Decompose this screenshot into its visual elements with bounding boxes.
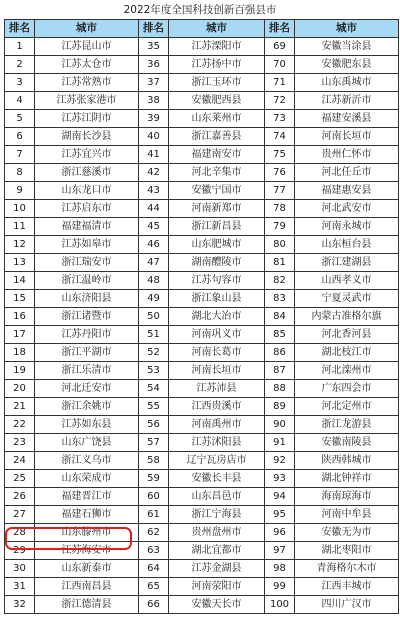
- cell-city-3: 河北定州市: [295, 398, 399, 416]
- cell-city-3: 宁夏灵武市: [295, 290, 399, 308]
- cell-rank-2: 56: [139, 416, 169, 434]
- cell-city-2: 河南巩义市: [169, 326, 265, 344]
- cell-city-3: 河北武安市: [295, 200, 399, 218]
- cell-rank-1: 4: [5, 92, 35, 110]
- cell-city-2: 安徽天长市: [169, 596, 265, 614]
- cell-rank-3: 89: [265, 398, 295, 416]
- cell-city-3: 河南永城市: [295, 218, 399, 236]
- cell-city-1: 浙江瑞安市: [35, 254, 139, 272]
- cell-rank-3: 77: [265, 182, 295, 200]
- cell-rank-1: 28: [5, 524, 35, 542]
- cell-rank-3: 72: [265, 92, 295, 110]
- cell-rank-1: 13: [5, 254, 35, 272]
- cell-city-3: 江西丰城市: [295, 578, 399, 596]
- cell-city-3: 江苏新沂市: [295, 92, 399, 110]
- cell-city-3: 河南中牟县: [295, 506, 399, 524]
- cell-city-1: 江苏丹阳市: [35, 326, 139, 344]
- cell-rank-2: 63: [139, 542, 169, 560]
- cell-city-3: 河北任丘市: [295, 164, 399, 182]
- cell-city-2: 浙江玉环市: [169, 74, 265, 92]
- cell-rank-1: 11: [5, 218, 35, 236]
- cell-rank-3: 91: [265, 434, 295, 452]
- cell-city-1: 江苏宜兴市: [35, 146, 139, 164]
- cell-rank-2: 47: [139, 254, 169, 272]
- cell-city-2: 浙江嘉善县: [169, 128, 265, 146]
- header-city-1: 城市: [35, 20, 139, 38]
- cell-city-2: 安徽长丰县: [169, 470, 265, 488]
- cell-city-1: 福建石狮市: [35, 506, 139, 524]
- cell-city-2: 福建南安市: [169, 146, 265, 164]
- cell-rank-2: 61: [139, 506, 169, 524]
- cell-city-1: 浙江慈溪市: [35, 164, 139, 182]
- table-row: [5, 398, 399, 416]
- cell-city-2: 河南新郑市: [169, 200, 265, 218]
- cell-rank-3: 69: [265, 38, 295, 56]
- cell-city-3: 河北香河县: [295, 326, 399, 344]
- cell-city-3: 内蒙古准格尔旗: [295, 308, 399, 326]
- cell-rank-3: 92: [265, 452, 295, 470]
- cell-rank-3: 93: [265, 470, 295, 488]
- cell-rank-2: 40: [139, 128, 169, 146]
- cell-city-1: 山东滕州市: [35, 524, 139, 542]
- cell-rank-1: 7: [5, 146, 35, 164]
- cell-city-3: 海南琼海市: [295, 488, 399, 506]
- cell-rank-3: 97: [265, 542, 295, 560]
- table-row: [5, 128, 399, 146]
- cell-rank-2: 35: [139, 38, 169, 56]
- cell-rank-2: 48: [139, 272, 169, 290]
- cell-city-2: 山东莱州市: [169, 110, 265, 128]
- table-row: [5, 326, 399, 344]
- cell-rank-3: 86: [265, 344, 295, 362]
- cell-rank-2: 57: [139, 434, 169, 452]
- cell-rank-3: 82: [265, 272, 295, 290]
- cell-rank-2: 64: [139, 560, 169, 578]
- cell-rank-1: 5: [5, 110, 35, 128]
- cell-city-3: 湖北枝江市: [295, 344, 399, 362]
- cell-rank-3: 98: [265, 560, 295, 578]
- cell-city-2: 浙江宁海县: [169, 506, 265, 524]
- cell-city-3: 安徽无为市: [295, 524, 399, 542]
- cell-rank-1: 22: [5, 416, 35, 434]
- table-row: [5, 218, 399, 236]
- cell-city-1: 浙江德清县: [35, 596, 139, 614]
- cell-city-2: 安徽肥西县: [169, 92, 265, 110]
- cell-rank-1: 15: [5, 290, 35, 308]
- table-row: [5, 470, 399, 488]
- cell-rank-2: 42: [139, 164, 169, 182]
- cell-city-3: 山西孝义市: [295, 272, 399, 290]
- cell-rank-3: 80: [265, 236, 295, 254]
- cell-city-1: 江苏张家港市: [35, 92, 139, 110]
- cell-rank-2: 65: [139, 578, 169, 596]
- cell-city-2: 辽宁瓦房店市: [169, 452, 265, 470]
- cell-city-2: 江西贵溪市: [169, 398, 265, 416]
- cell-city-2: 湖北大冶市: [169, 308, 265, 326]
- cell-rank-1: 25: [5, 470, 35, 488]
- cell-city-3: 湖北钟祥市: [295, 470, 399, 488]
- cell-city-2: 江苏沭阳县: [169, 434, 265, 452]
- cell-city-2: 山东昌邑市: [169, 488, 265, 506]
- cell-rank-1: 24: [5, 452, 35, 470]
- table-row: [5, 452, 399, 470]
- cell-city-1: 江西南昌县: [35, 578, 139, 596]
- cell-rank-1: 9: [5, 182, 35, 200]
- cell-rank-3: 85: [265, 326, 295, 344]
- cell-rank-3: 70: [265, 56, 295, 74]
- cell-city-2: 江苏金湖县: [169, 560, 265, 578]
- cell-rank-3: 71: [265, 74, 295, 92]
- table-row: [5, 344, 399, 362]
- cell-city-3: 山东禹城市: [295, 74, 399, 92]
- cell-city-3: 四川广汉市: [295, 596, 399, 614]
- cell-rank-3: 79: [265, 218, 295, 236]
- cell-rank-3: 90: [265, 416, 295, 434]
- cell-city-1: 浙江平湖市: [35, 344, 139, 362]
- cell-city-2: 河南长葛市: [169, 344, 265, 362]
- header-rank-2: 排名: [139, 20, 169, 38]
- table-row: [5, 290, 399, 308]
- table-row: [5, 596, 399, 614]
- cell-city-1: 湖南长沙县: [35, 128, 139, 146]
- cell-rank-1: 1: [5, 38, 35, 56]
- table-row: [5, 272, 399, 290]
- cell-city-1: 江苏常熟市: [35, 74, 139, 92]
- cell-rank-1: 31: [5, 578, 35, 596]
- cell-city-2: 河南长垣市: [169, 362, 265, 380]
- cell-city-2: 河南禹州市: [169, 416, 265, 434]
- cell-city-1: 福建福清市: [35, 218, 139, 236]
- cell-city-3: 广东四会市: [295, 380, 399, 398]
- cell-city-1: 山东荣成市: [35, 470, 139, 488]
- cell-rank-2: 38: [139, 92, 169, 110]
- cell-city-1: 山东济阳县: [35, 290, 139, 308]
- table-row: [5, 146, 399, 164]
- cell-city-3: 陕西韩城市: [295, 452, 399, 470]
- cell-rank-3: 81: [265, 254, 295, 272]
- cell-city-2: 浙江新昌县: [169, 218, 265, 236]
- cell-city-3: 青海格尔木市: [295, 560, 399, 578]
- cell-rank-3: 76: [265, 164, 295, 182]
- table-row: [5, 200, 399, 218]
- cell-rank-2: 60: [139, 488, 169, 506]
- cell-city-1: 江苏启东市: [35, 200, 139, 218]
- table-row: [5, 164, 399, 182]
- cell-rank-3: 75: [265, 146, 295, 164]
- table-row: [5, 56, 399, 74]
- cell-rank-2: 36: [139, 56, 169, 74]
- cell-rank-1: 29: [5, 542, 35, 560]
- cell-city-3: 安徽当涂县: [295, 38, 399, 56]
- cell-rank-1: 16: [5, 308, 35, 326]
- table-row: [5, 524, 399, 542]
- cell-city-1: 山东龙口市: [35, 182, 139, 200]
- cell-city-3: 安徽南陵县: [295, 434, 399, 452]
- cell-rank-2: 55: [139, 398, 169, 416]
- table-row: [5, 182, 399, 200]
- cell-rank-3: 94: [265, 488, 295, 506]
- cell-city-3: 河南长垣市: [295, 128, 399, 146]
- table-row: [5, 362, 399, 380]
- cell-rank-1: 8: [5, 164, 35, 182]
- table-body: [5, 38, 399, 614]
- cell-rank-1: 27: [5, 506, 35, 524]
- cell-city-2: 河南荥阳市: [169, 578, 265, 596]
- cell-rank-2: 43: [139, 182, 169, 200]
- cell-rank-1: 32: [5, 596, 35, 614]
- cell-rank-3: 78: [265, 200, 295, 218]
- cell-rank-1: 18: [5, 344, 35, 362]
- table-row: [5, 38, 399, 56]
- cell-city-1: 江苏昆山市: [35, 38, 139, 56]
- cell-city-2: 江苏句容市: [169, 272, 265, 290]
- cell-rank-3: 99: [265, 578, 295, 596]
- cell-rank-2: 53: [139, 362, 169, 380]
- cell-city-3: 安徽肥东县: [295, 56, 399, 74]
- cell-city-1: 江苏江阴市: [35, 110, 139, 128]
- cell-rank-1: 30: [5, 560, 35, 578]
- cell-city-2: 湖北宜都市: [169, 542, 265, 560]
- cell-rank-2: 59: [139, 470, 169, 488]
- cell-rank-2: 50: [139, 308, 169, 326]
- cell-rank-1: 19: [5, 362, 35, 380]
- cell-city-3: 福建安溪县: [295, 110, 399, 128]
- cell-rank-2: 37: [139, 74, 169, 92]
- cell-city-1: 江苏如皋市: [35, 236, 139, 254]
- cell-city-2: 江苏扬中市: [169, 56, 265, 74]
- cell-city-2: 湖南醴陵市: [169, 254, 265, 272]
- cell-rank-3: 100: [265, 596, 295, 614]
- cell-rank-2: 49: [139, 290, 169, 308]
- cell-rank-2: 45: [139, 218, 169, 236]
- cell-city-3: 河北滦州市: [295, 362, 399, 380]
- cell-rank-2: 66: [139, 596, 169, 614]
- cell-rank-3: 96: [265, 524, 295, 542]
- cell-rank-3: 73: [265, 110, 295, 128]
- cell-city-3: 福建惠安县: [295, 182, 399, 200]
- table-row: [5, 560, 399, 578]
- cell-city-1: 浙江余姚市: [35, 398, 139, 416]
- table-row: [5, 416, 399, 434]
- cell-city-3: 浙江龙游县: [295, 416, 399, 434]
- cell-city-3: 浙江建湖县: [295, 254, 399, 272]
- cell-rank-2: 39: [139, 110, 169, 128]
- cell-rank-3: 87: [265, 362, 295, 380]
- table-row: [5, 74, 399, 92]
- cell-city-1: 福建晋江市: [35, 488, 139, 506]
- cell-city-1: 河北迁安市: [35, 380, 139, 398]
- cell-city-2: 贵州盘州市: [169, 524, 265, 542]
- table-row: [5, 254, 399, 272]
- cell-city-2: 江苏溧阳市: [169, 38, 265, 56]
- header-city-3: 城市: [295, 20, 399, 38]
- cell-city-1: 江苏如东县: [35, 416, 139, 434]
- cell-city-1: 浙江乐清市: [35, 362, 139, 380]
- table-row: [5, 92, 399, 110]
- cell-rank-1: 10: [5, 200, 35, 218]
- cell-rank-2: 41: [139, 146, 169, 164]
- cell-city-1: 江苏海安市: [35, 542, 139, 560]
- cell-city-2: 江苏沛县: [169, 380, 265, 398]
- cell-city-2: 安徽宁国市: [169, 182, 265, 200]
- header-city-2: 城市: [169, 20, 265, 38]
- table-row: [5, 380, 399, 398]
- cell-rank-1: 3: [5, 74, 35, 92]
- cell-rank-1: 6: [5, 128, 35, 146]
- cell-rank-1: 21: [5, 398, 35, 416]
- cell-city-1: 浙江诸暨市: [35, 308, 139, 326]
- cell-city-1: 江苏太仓市: [35, 56, 139, 74]
- table-row: [5, 542, 399, 560]
- cell-rank-1: 2: [5, 56, 35, 74]
- cell-rank-1: 14: [5, 272, 35, 290]
- cell-rank-1: 17: [5, 326, 35, 344]
- table-row: [5, 110, 399, 128]
- cell-city-2: 河北辛集市: [169, 164, 265, 182]
- cell-rank-1: 23: [5, 434, 35, 452]
- table-row: [5, 434, 399, 452]
- table-row: [5, 308, 399, 326]
- cell-city-1: 山东广饶县: [35, 434, 139, 452]
- cell-rank-1: 20: [5, 380, 35, 398]
- header-rank-1: 排名: [5, 20, 35, 38]
- ranking-table: [4, 19, 399, 614]
- cell-city-3: 湖北枣阳市: [295, 542, 399, 560]
- cell-city-1: 浙江温岭市: [35, 272, 139, 290]
- cell-rank-2: 46: [139, 236, 169, 254]
- cell-rank-2: 62: [139, 524, 169, 542]
- cell-city-1: 浙江义乌市: [35, 452, 139, 470]
- page-title: 2022年度全国科技创新百强县市: [123, 4, 277, 16]
- cell-rank-2: 58: [139, 452, 169, 470]
- cell-rank-3: 83: [265, 290, 295, 308]
- cell-city-1: 山东新泰市: [35, 560, 139, 578]
- cell-city-3: 山东桓台县: [295, 236, 399, 254]
- table-row: [5, 236, 399, 254]
- table-header-row: [5, 20, 399, 38]
- table-row: [5, 506, 399, 524]
- cell-rank-2: 54: [139, 380, 169, 398]
- cell-rank-1: 12: [5, 236, 35, 254]
- cell-city-2: 浙江象山县: [169, 290, 265, 308]
- cell-rank-3: 95: [265, 506, 295, 524]
- table-row: [5, 578, 399, 596]
- cell-rank-1: 26: [5, 488, 35, 506]
- cell-city-2: 山东肥城市: [169, 236, 265, 254]
- cell-rank-3: 74: [265, 128, 295, 146]
- cell-rank-2: 44: [139, 200, 169, 218]
- cell-rank-3: 84: [265, 308, 295, 326]
- header-rank-3: 排名: [265, 20, 295, 38]
- cell-rank-3: 88: [265, 380, 295, 398]
- cell-city-3: 贵州仁怀市: [295, 146, 399, 164]
- cell-rank-2: 52: [139, 344, 169, 362]
- table-row: [5, 488, 399, 506]
- cell-rank-2: 51: [139, 326, 169, 344]
